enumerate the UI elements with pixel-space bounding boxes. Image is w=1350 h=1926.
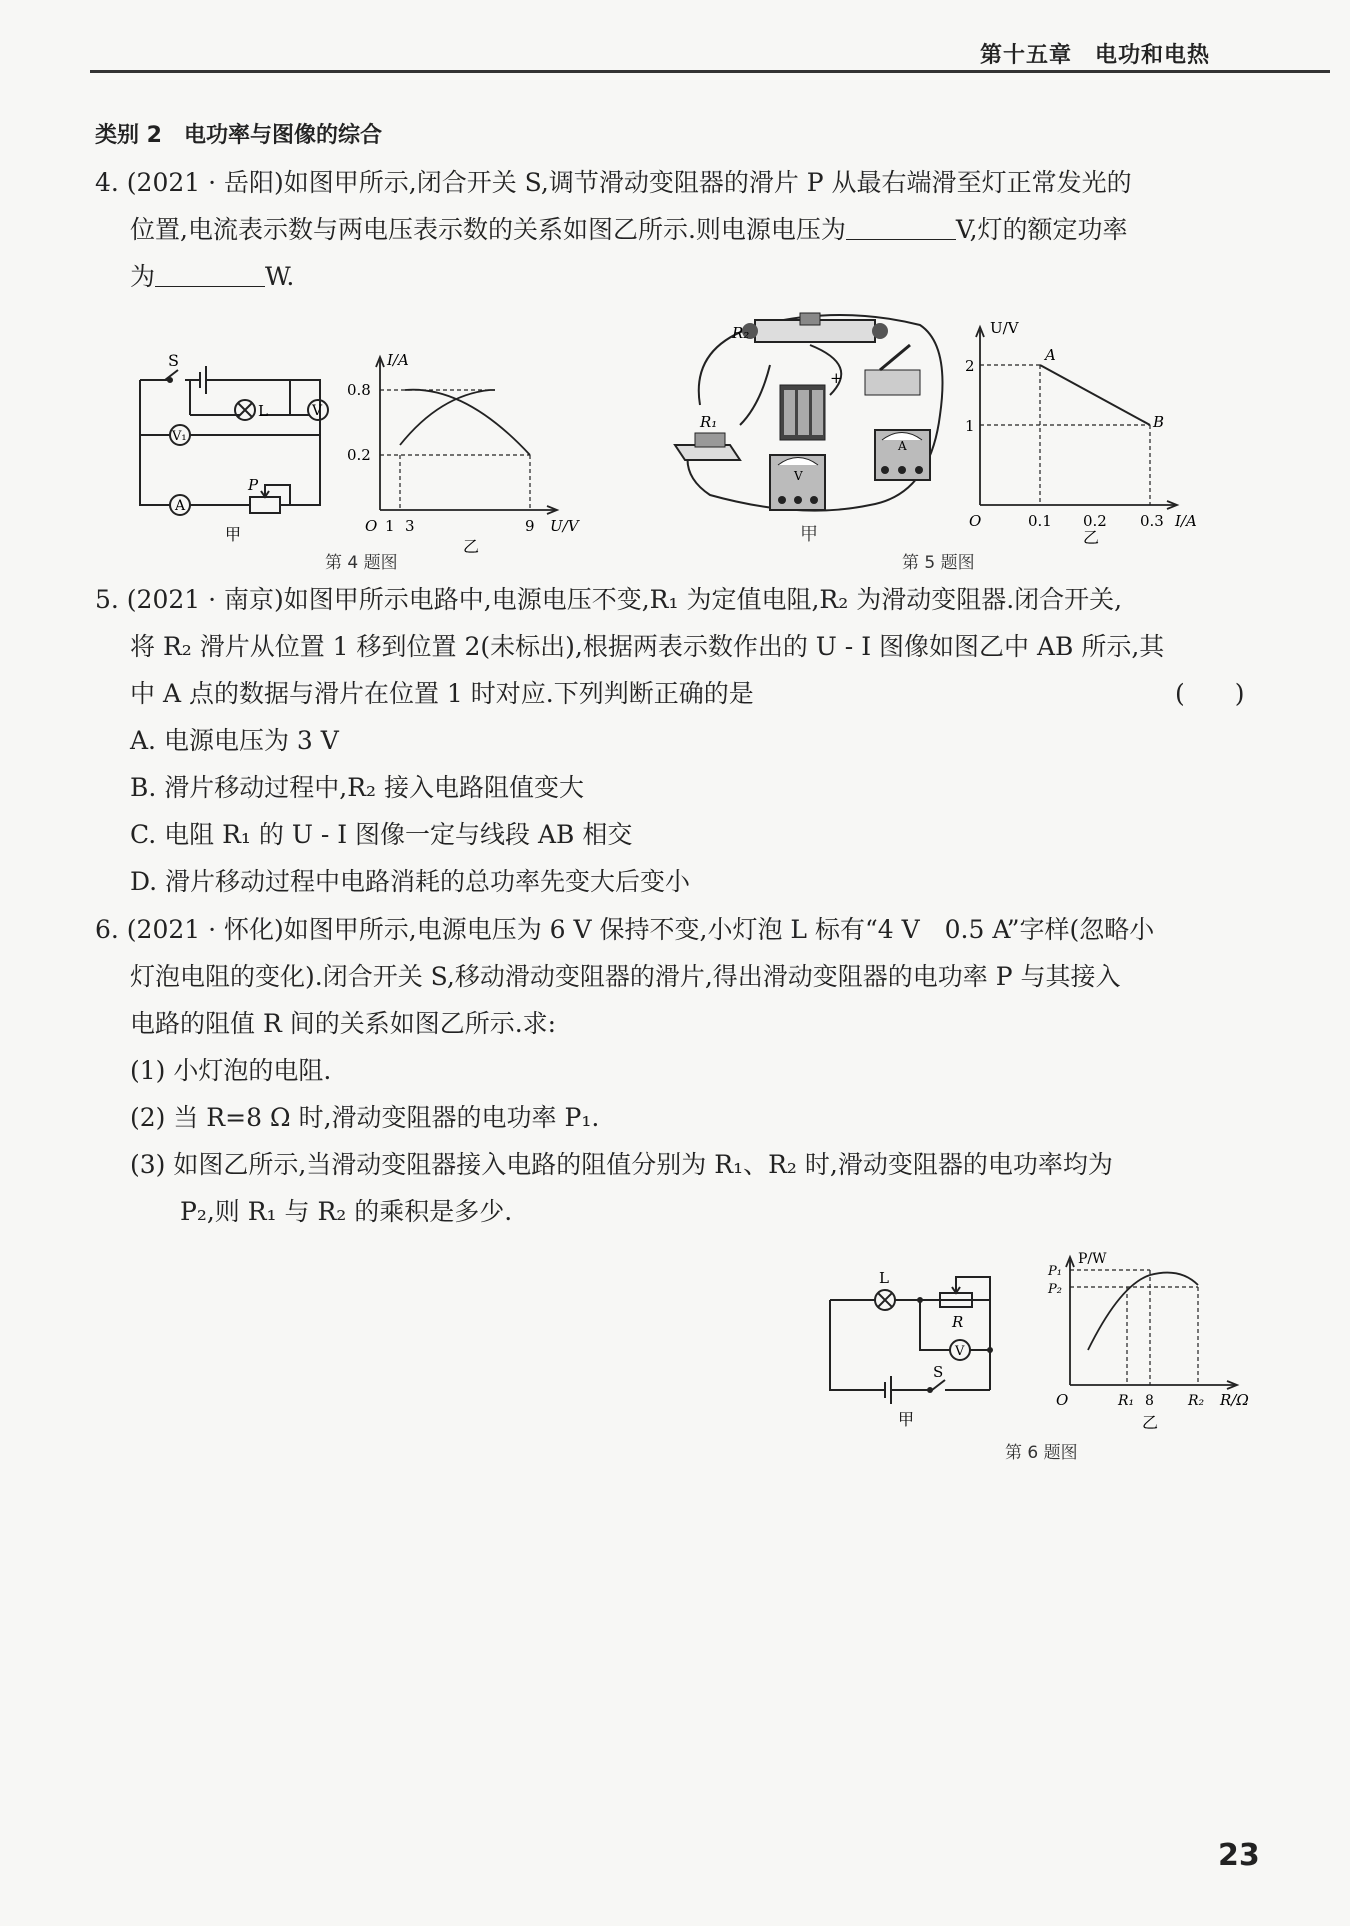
q6-junction-dot-right (987, 1347, 993, 1353)
q5-xtick-origin: O (969, 512, 982, 530)
q5-label-v: V (794, 469, 803, 483)
q5-segment-ab (1040, 365, 1150, 425)
q4-fig-jia: 甲 (225, 525, 242, 544)
q5-option-c: C. 电阻 R₁ 的 U - I 图像一定与线段 AB 相交 (130, 820, 633, 849)
switch-device (865, 345, 920, 395)
q6-circuit-diagram (820, 1255, 1010, 1430)
q5-xtick-0-1: 0.1 (1028, 512, 1052, 530)
q5-ytick-2: 2 (965, 357, 975, 375)
q5-label-r2: R₂ (732, 324, 750, 342)
q5-fig-jia: 甲 (800, 524, 818, 545)
q6-sub-3a: (3) 如图乙所示,当滑动变阻器接入电路的阻值分别为 R₁、R₂ 时,滑动变阻器的电功率均为 (130, 1150, 1113, 1179)
q4-line-2b: V,灯的额定功率 (955, 215, 1128, 244)
q5-option-b: B. 滑片移动过程中,R₂ 接入电路阻值变大 (130, 773, 585, 802)
q4-label-v: V (312, 403, 323, 419)
q6-xtick-8: 8 (1145, 1393, 1154, 1409)
q4-line-1: 4. (2021 · 岳阳)如图甲所示,闭合开关 S,调节滑动变阻器的滑片 P 从最右端滑至灯正常发光的 (95, 168, 1132, 197)
q4-xtick-3: 3 (405, 517, 415, 535)
q5-xtick-0-2: 0.2 (1083, 512, 1107, 530)
q6-sub-1: (1) 小灯泡的电阻. (130, 1056, 332, 1085)
q4-blank-voltage[interactable] (846, 217, 956, 240)
q6-line-3: 电路的阻值 R 间的关系如图乙所示.求: (130, 1009, 557, 1038)
q6-graph (1030, 1245, 1270, 1435)
q5-line-1: 5. (2021 · 南京)如图甲所示电路中,电源电压不变,R₁ 为定值电阻,R₂ 为滑动变阻器.闭合开关, (95, 585, 1123, 614)
q6-caption: 第 6 题图 (1005, 1443, 1078, 1463)
q4-line-3 (130, 262, 294, 292)
q6-sub-2: (2) 当 R=8 Ω 时,滑动变阻器的电功率 P₁. (130, 1103, 600, 1132)
q5-line-2: 将 R₂ 滑片从位置 1 移到位置 2(未标出),根据两表示数作出的 U - I 图像如图乙中 AB 所示,其 (130, 632, 1165, 661)
q5-line-3: 中 A 点的数据与滑片在位置 1 时对应.下列判断正确的是 (130, 679, 754, 708)
q4-label-l: L (258, 402, 268, 420)
q5-xlabel: I/A (1175, 512, 1197, 530)
q5-fig-yi: 乙 (1083, 528, 1100, 545)
q4-blank-power[interactable] (155, 264, 265, 287)
slide-rheostat (742, 313, 888, 342)
header-rule (90, 70, 1330, 73)
q5-point-b: B (1153, 413, 1165, 431)
q5-answer-paren[interactable]: ( ) (1175, 679, 1245, 708)
q6-junction-dot (917, 1297, 923, 1303)
q5-ylabel: U/V (990, 319, 1019, 337)
q4-fig-yi: 乙 (463, 537, 480, 555)
q6-power-curve (1088, 1273, 1198, 1350)
q5-graph (965, 315, 1205, 545)
q4-curve-falling (405, 390, 530, 455)
q6-fig-jia: 甲 (898, 1410, 915, 1429)
q4-circuit-diagram (130, 350, 330, 550)
q6-switch-contact (927, 1387, 933, 1393)
q4-label-p: P (248, 476, 259, 494)
q5-label-r1: R₁ (700, 413, 718, 431)
q5-device-illustration (670, 305, 960, 530)
q5-option-a: A. 电源电压为 3 V (130, 726, 339, 755)
q4-xtick-origin: O (365, 517, 378, 535)
q4-ylabel: I/A (387, 351, 409, 369)
q6-ytick-p2: P₂ (1048, 1282, 1062, 1297)
q5-xtick-0-3: 0.3 (1140, 512, 1164, 530)
q4-label-v1: V₁ (172, 429, 187, 444)
q6-label-v: V (955, 1344, 965, 1359)
q4-line-3a: 为 (130, 262, 156, 291)
q4-xlabel: U/V (550, 517, 579, 535)
q5-option-d: D. 滑片移动过程中电路消耗的总功率先变大后变小 (130, 867, 691, 896)
q6-xtick-origin: O (1056, 1391, 1069, 1409)
chapter-header: 第十五章 电功和电热 (980, 43, 1211, 68)
fixed-resistor (675, 433, 740, 460)
q4-ytick-0-8: 0.8 (347, 381, 371, 399)
q5-point-a: A (1045, 346, 1056, 364)
q6-line-2: 灯泡电阻的变化).闭合开关 S,移动滑动变阻器的滑片,得出滑动变阻器的电功率 P 与其接入 (130, 962, 1121, 991)
q4-label-s: S (168, 351, 179, 370)
q4-caption: 第 4 题图 (325, 553, 398, 573)
category-heading: 类别 2 电功率与图像的综合 (95, 123, 382, 148)
q6-ytick-p1: P₁ (1048, 1264, 1062, 1279)
q5-ytick-1: 1 (965, 417, 975, 435)
q4-line-2a: 位置,电流表示数与两电压表示数的关系如图乙所示.则电源电压为 (130, 215, 846, 244)
q6-sub-3b: P₂,则 R₁ 与 R₂ 的乘积是多少. (180, 1197, 513, 1226)
q5-label-plus: + (830, 369, 843, 387)
q4-graph (345, 345, 595, 555)
q4-xtick-1: 1 (385, 517, 395, 535)
q6-xtick-r1: R₁ (1118, 1393, 1135, 1409)
q4-label-a: A (175, 498, 186, 514)
q5-label-a: A (898, 439, 907, 453)
q4-line-2 (130, 215, 1128, 245)
q6-fig-yi: 乙 (1142, 1413, 1159, 1432)
q4-xtick-9: 9 (525, 517, 535, 535)
q4-line-3b: W. (265, 262, 295, 291)
q6-ylabel: P/W (1078, 1251, 1107, 1267)
q5-caption: 第 5 题图 (902, 553, 975, 573)
battery-pack (780, 385, 825, 440)
q6-xtick-r2: R₂ (1188, 1393, 1205, 1409)
q6-label-s: S (933, 1363, 944, 1381)
q4-curve-rising (400, 390, 495, 445)
ammeter-device (875, 430, 930, 480)
q6-xlabel: R/Ω (1220, 1391, 1249, 1409)
q6-label-r: R (952, 1313, 964, 1331)
q6-line-1: 6. (2021 · 怀化)如图甲所示,电源电压为 6 V 保持不变,小灯泡 L 标有“4 V 0.5 A”字样(忽略小 (95, 915, 1155, 944)
page-number: 23 (1218, 1838, 1260, 1873)
q6-label-l: L (879, 1269, 889, 1287)
switch-contact (167, 377, 173, 383)
q4-ytick-0-2: 0.2 (347, 446, 371, 464)
